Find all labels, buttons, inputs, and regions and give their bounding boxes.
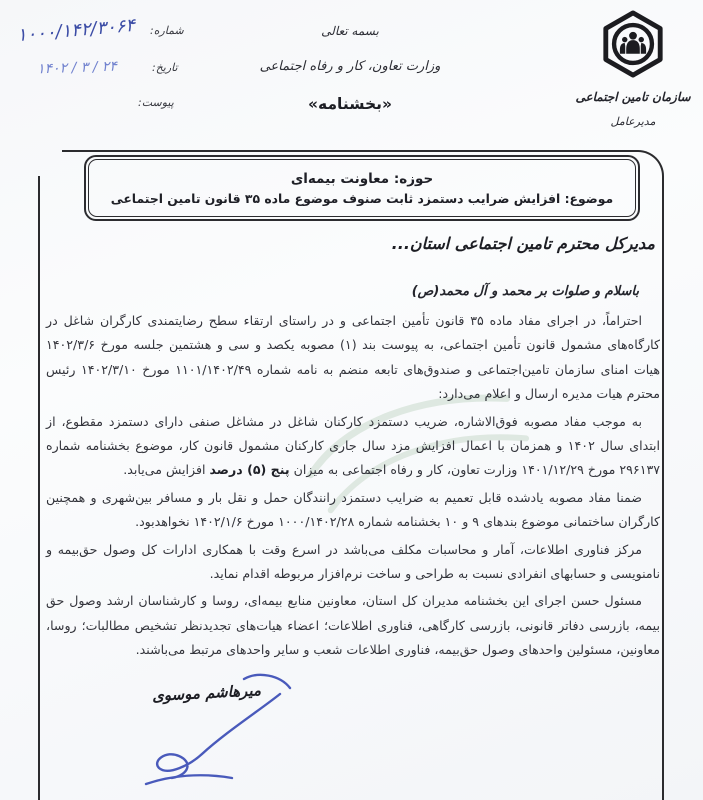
letter-body: [46, 309, 660, 666]
bold-phrase-five-percent: پنج (۵) درصد: [209, 462, 290, 478]
ref-date-handwritten-value: ۱۴۰۲ / ۳ / ۲۴: [36, 58, 118, 78]
salutation-line: باسلام و صلوات بر محمد و آل محمد(ص): [411, 284, 639, 299]
subject-line: موضوع: افزایش ضرایب دستمزد ثابت صنوف موضوع ماده ۳۵ قانون تامین اجتماعی: [110, 190, 614, 206]
center-header: [228, 24, 472, 113]
scope-line: حوزه: معاونت بیمه‌ای: [290, 170, 434, 187]
ministry-name: وزارت تعاون، کار و رفاه اجتماعی: [259, 59, 441, 74]
ref-attachment-label: پیوست:: [138, 96, 174, 109]
addressee-line: مدیرکل محترم تامین اجتماعی استان...: [391, 234, 655, 253]
ref-date-label: تاریخ:: [152, 61, 178, 74]
ref-number-label: شماره:: [150, 24, 184, 37]
body-paragraph-1: احتراماً، در اجرای مفاد ماده ۳۵ قانون تأمین اجتماعی و در راستای ارتقاء سطح رضایتمندی کارگران شاغل در کارگاه‌های مشمول قانون تأمین اجتماعی، به پیوست بند (۱) مصوبه یکصد و سی و هشتمین جلسه مورخ ۱۴۰۲/۳/۶ هیات امنای سازمان تامین‌اجتماعی و صندوق‌های تابعه منضم به نامه شماره ۱۱۰۱/۱۴۰۲/۴۹ مورخ ۱۴۰۲/۳/۱۰ رئیس محترم هیات مدیره ارسال و اعلام می‌دارد:: [46, 313, 661, 402]
doc-type-title: «بخشنامه»: [308, 95, 392, 113]
page-frame-left: [38, 176, 40, 800]
signature-name: میرهاشم موسوی: [151, 681, 262, 705]
body-paragraph-5: مسئول حسن اجرای این بخشنامه مدیران کل استان، معاونین منابع بیمه‌ای، روسا و کارشناسان ارشد وصول حق بیمه، بازرسی دفاتر قانونی، بازرسی کارگاهی، فناوری اطلاعات؛ اعضاء هیات‌های تجدیدنظر تشخیص مطالبات؛ روسا، معاونین، مسئولین واحدهای وصول حق‌بیمه، فناوری اطلاعات شعب و سایر واحدهای مرتبط می‌باشند.: [46, 593, 660, 658]
paragraph-2-text-b: افزایش می‌یابد.: [123, 462, 210, 478]
org-role: مدیرعامل: [610, 115, 656, 128]
org-header: [575, 10, 691, 128]
subject-box-inner: [88, 159, 636, 217]
ref-number-handwritten-value: ۱۰۰۰/۱۴۲/۳۰۶۴: [16, 14, 136, 47]
body-paragraph-3: ضمنا مفاد مصوبه یادشده قابل تعمیم به ضرایب دستمزد رانندگان حمل و نقل بار و مسافر بین‌شهری و همچنین کارگران ساختمانی موضوع بندهای ۹ و ۱۰ بخشنامه شماره ۱۰۰۰/۱۴۰۲/۲۸ مورخ ۱۴۰۲/۱/۶ نخواهدبود.: [46, 489, 660, 530]
body-paragraph-2: [46, 410, 660, 483]
social-security-org-logo-icon: [599, 10, 667, 78]
paragraph-2-text-a: به موجب مفاد مصوبه فوق‌الاشاره، ضریب دستمزد کارکنان شاغل در مشاغل صنفی دارای دستمزد مقطوع، از ابتدای سال ۱۴۰۲ و همزمان با اعمال افزایش مزد سال جاری کارکنان مشمول قانون کار، موضوع بخشنامه شماره ۲۹۶۱۳۷ مورخ ۱۴۰۱/۱۲/۲۹ وزارت تعاون، کار و رفاه اجتماعی به میزان: [46, 413, 660, 478]
subject-box: [84, 155, 640, 221]
org-name: سازمان تامین اجتماعی: [575, 90, 691, 104]
bismillah-text: بسمه تعالی: [321, 24, 379, 38]
body-paragraph-4: مرکز فناوری اطلاعات، آمار و محاسبات مکلف می‌باشد در اسرع وقت با همکاری ادارات کل وصول حق‌بیمه و نامنویسی و حسابهای انفرادی نسبت به طراحی و ساخت نرم‌افزار مربوطه اقدام نماید.: [46, 541, 660, 582]
